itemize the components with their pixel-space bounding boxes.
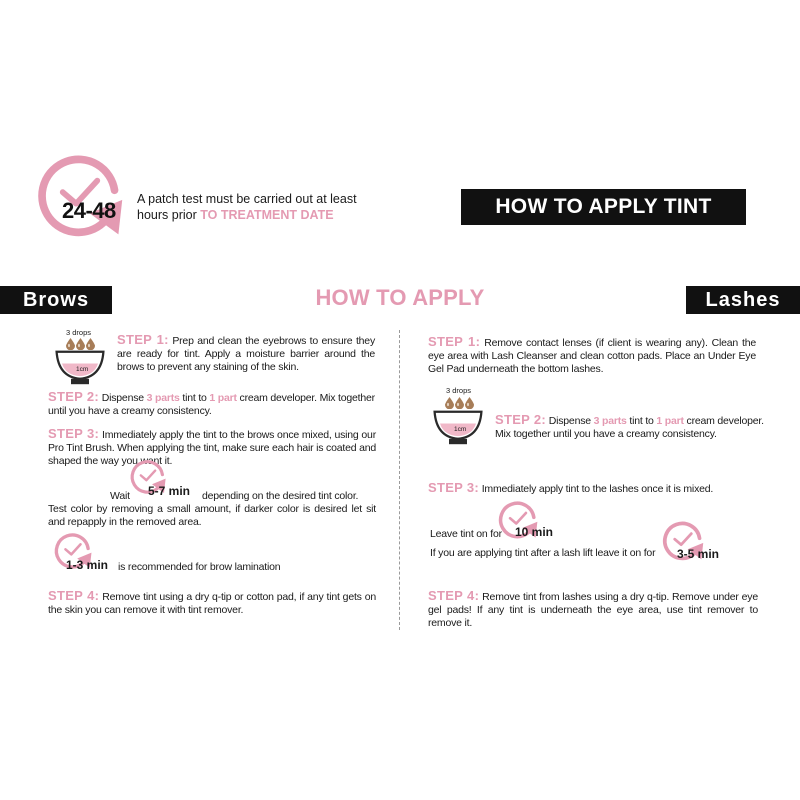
brows-step1-label: STEP 1: (117, 332, 169, 347)
brows-step2 (48, 390, 376, 418)
brows-lamination-time: 1-3 min (66, 558, 109, 572)
patch-test-hours: 24-48 (62, 198, 116, 223)
drop-icon (465, 397, 474, 409)
lashes-bowl-illustration (430, 386, 486, 442)
lashes-step2-post: cream developer. (686, 415, 764, 427)
brows-wait-time: 5-7 min (148, 484, 191, 498)
brows-wait-post: depending on the desired tint color. (202, 490, 359, 502)
patch-test-line1: A patch test must be carried out at least (137, 192, 357, 206)
lashes-step1-label: STEP 1: (428, 334, 481, 349)
center-title: HOW TO APPLY (315, 285, 485, 310)
lashes-leave-time: 10 min (515, 525, 554, 539)
lashes-drops-label: 3 drops (446, 386, 472, 395)
brows-step4-text: Remove tint using a dry q-tip or cotton pad, if any tint gets on the skin you can remove it with tint remover. (48, 591, 376, 616)
brows-step2-parts3: 3 parts (146, 392, 180, 404)
brows-step3-text: Immediately apply the tint to the brows once mixed, using our Pro Tint Brush. When applying the tint, make sure each hair is coated and shaped the way you want it. (48, 429, 377, 467)
lashes-leave-pre: Leave tint on for (430, 528, 502, 540)
lashes-step3-label: STEP 3: (428, 480, 479, 495)
drop-icon (76, 338, 85, 350)
lashes-step2-pre: Dispense (548, 415, 591, 427)
drop-icon (455, 397, 464, 409)
lashes-step2-line2: Mix together until you have a creamy consistency. (495, 428, 717, 440)
brows-measure-label: 1cm (76, 366, 89, 373)
brows-step3-label: STEP 3: (48, 426, 100, 441)
brows-drops-label: 3 drops (66, 328, 92, 337)
brows-banner-text: Brows (22, 289, 90, 311)
patch-test-text (137, 191, 357, 223)
brows-step4-label: STEP 4: (48, 588, 100, 603)
lashes-step2 (495, 413, 765, 441)
brows-step3 (48, 427, 376, 468)
patch-test-clock-icon (32, 148, 128, 244)
brows-test-text: Test color by removing a small amount, if darker color is desired let sit and repapply in the removed area. (48, 503, 376, 528)
brows-step2-post: cream developer. Mix together until you have a creamy consistency. (48, 392, 375, 417)
lashes-banner-text: Lashes (705, 289, 781, 311)
lashes-lift-time: 3-5 min (677, 547, 720, 561)
brows-step2-label: STEP 2: (48, 389, 99, 404)
lashes-step4 (428, 589, 758, 630)
lashes-step2-label: STEP 2: (495, 412, 546, 427)
patch-test-line2 (137, 207, 357, 223)
brows-bowl-illustration (52, 328, 108, 380)
lashes-step4-label: STEP 4: (428, 588, 480, 603)
lashes-measure-label: 1cm (454, 426, 467, 433)
lashes-step4-text: Remove tint from lashes using a dry q-tip. Remove under eye gel pads! If any tint is underneath the eye area, use tint remover to remove it. (428, 591, 758, 629)
column-divider (399, 330, 400, 630)
patch-test-line2-text: hours prior (137, 208, 197, 222)
lashes-lift-text: If you are applying tint after a lash lift leave it on for (430, 547, 656, 559)
drop-icon (445, 397, 454, 409)
lashes-step2-mid: tint to (629, 415, 654, 427)
brows-step1 (117, 333, 375, 374)
lashes-step1-text: Remove contact lenses (if client is wearing any). Clean the eye area with Lash Cleanser and clean cotton pads. Place an Under Eye Gel Pad underneath the bottom lashes. (428, 337, 757, 375)
brows-wait-pre: Wait (110, 490, 130, 502)
title-banner-text: HOW TO APPLY TINT (495, 195, 712, 218)
brows-step2-pre: Dispense (101, 392, 144, 404)
drop-icon (86, 338, 95, 350)
brows-step4 (48, 589, 376, 617)
brows-step1-text: Prep and clean the eyebrows to ensure they are ready for tint. Apply a moisture barrier around the brows to prevent any staining of the skin. (117, 335, 375, 373)
brows-step2-mid: tint to (182, 392, 207, 404)
patch-test-highlight: TO TREATMENT DATE (200, 208, 334, 222)
lashes-step2-part1: 1 part (656, 415, 684, 427)
drop-icon (66, 338, 75, 350)
title-banner (461, 189, 746, 225)
brows-lamination-text: is recommended for brow lamination (118, 561, 281, 573)
lashes-step1 (428, 335, 756, 376)
brows-step2-part1: 1 part (209, 392, 237, 404)
lashes-step2-parts3: 3 parts (593, 415, 627, 427)
lashes-step3 (428, 481, 758, 496)
lashes-step3-text: Immediately apply tint to the lashes once it is mixed. (481, 483, 714, 495)
